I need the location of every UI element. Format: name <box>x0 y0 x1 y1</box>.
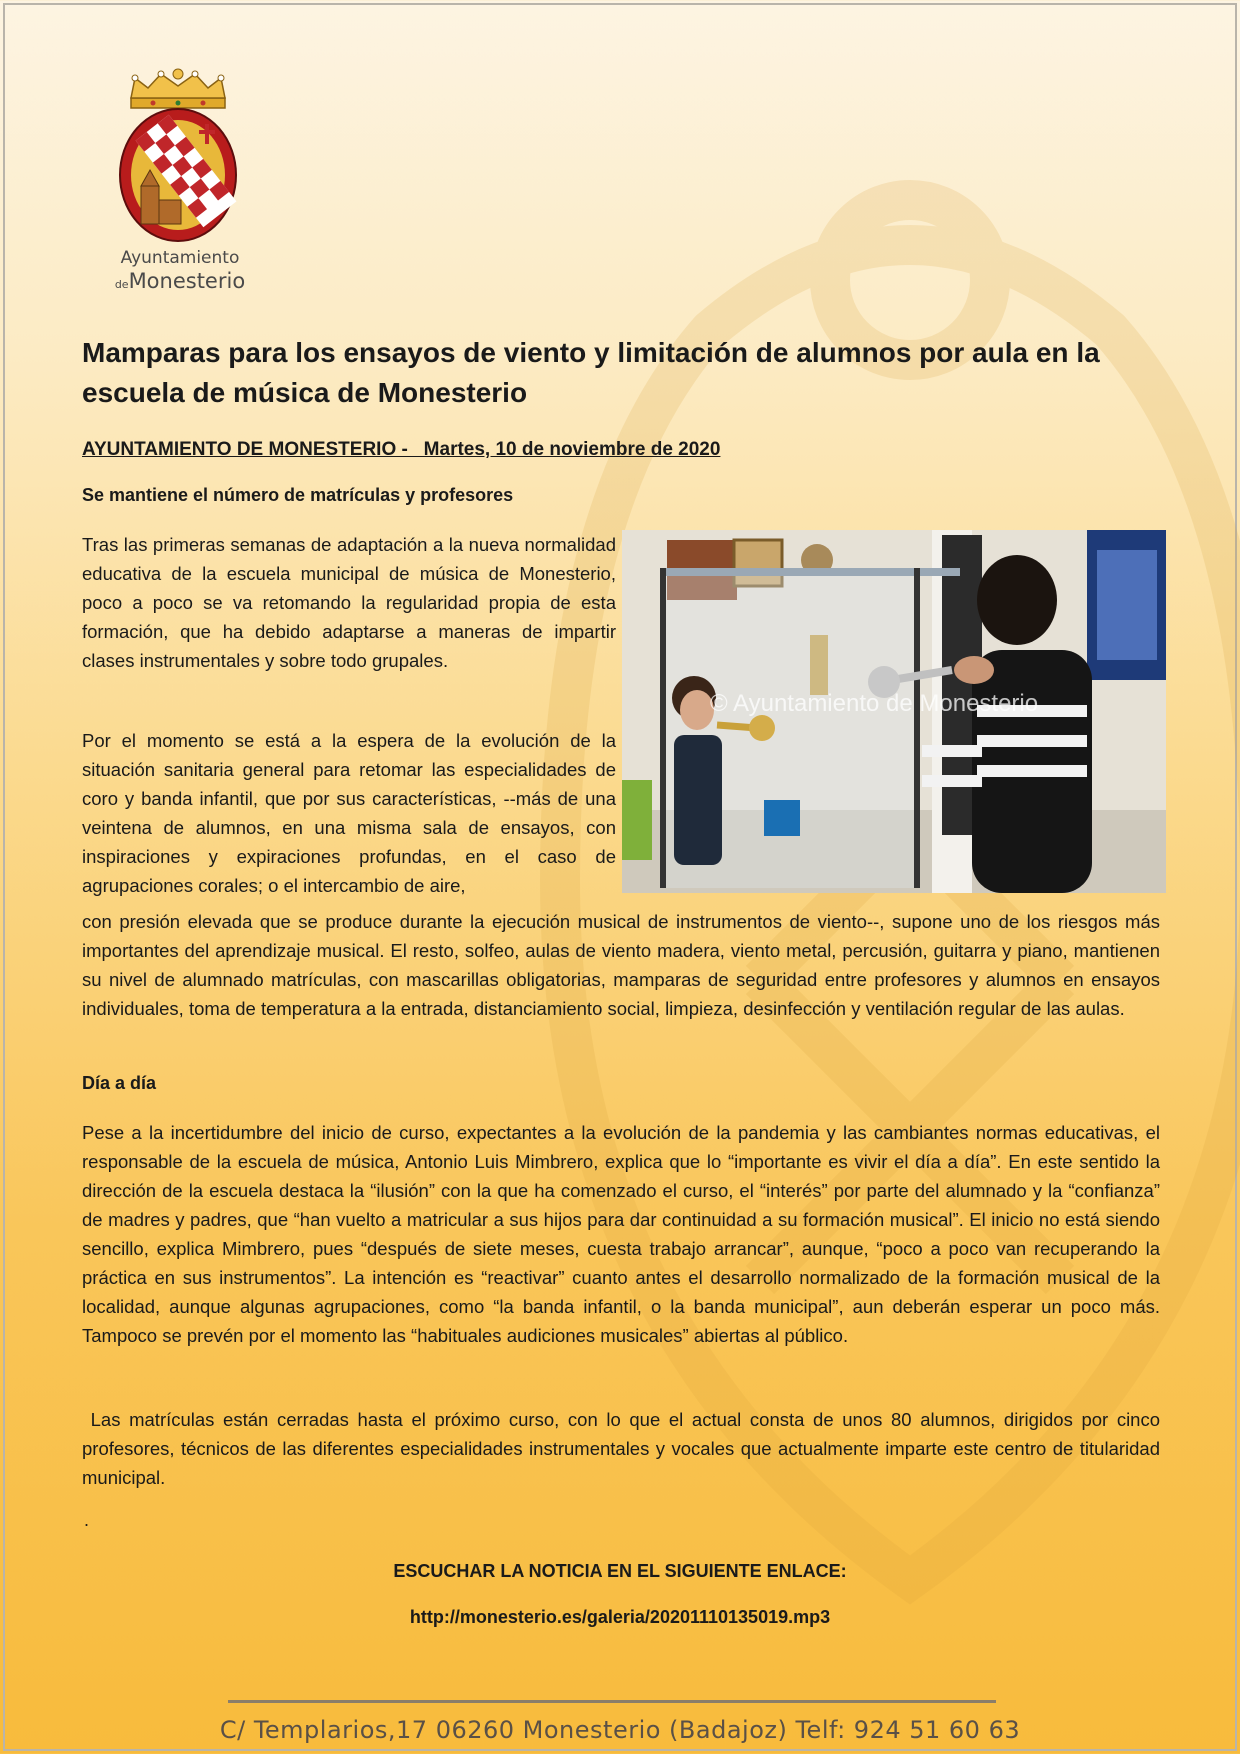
coat-of-arms-icon <box>113 68 243 243</box>
photo-watermark: © Ayuntamiento de Monesterio <box>710 690 1039 717</box>
article-byline: AYUNTAMIENTO DE MONESTERIO - Martes, 10 de noviembre de 2020 <box>82 439 721 460</box>
paragraph-3: Pese a la incertidumbre del inicio de curso, expectantes a la evolución de la pandemia y las cambiantes normas educativas, el responsable de la escuela de música, Antonio Luis Mimbrero, explica que lo “importante es vivir el día a día”. En este sentido la dirección de la escuela destaca la “ilusión” con la que ha comenzado el curso, el “interés” por parte del alumnado y la “confianza” de madres y padres, que “han vuelto a matricular a sus hijos para dar continuidad a su formación musical”. El inicio no está siendo sencillo, explica Mimbrero, pues “después de siete meses, cuesta trabajo arrancar”, aunque, “poco a poco van recuperando la práctica en sus instrumentos”. La intención es “reactivar” cuanto antes el desarrollo normalizado de la formación musical de la localidad, aunque algunas agrupaciones, como “la banda infantil, o la banda municipal”, aun deberán esperar un poco más. Tampoco se prevén por el momento las “habituales audiciones musicales” abiertas al público. <box>82 1122 1160 1346</box>
logo-line1: Ayuntamiento <box>120 248 240 268</box>
paragraph-4: Las matrículas están cerradas hasta el próximo curso, con lo que el actual consta de unos 80 alumnos, dirigidos por cinco profesores, técnicos de las diferentes especialidades instrumentales y vocales que actualmente imparte este centro de titularidad municipal. <box>82 1409 1166 1488</box>
section-heading-dia-a-dia: Día a día <box>82 1073 157 1093</box>
footer-divider <box>228 1700 996 1703</box>
paragraph-2-part-a: Por el momento se está a la espera de la evolución de la situación sanitaria general para retomar las especialidades de coro y banda infantil, que por sus características, --más de una veintena de alumnos, en una misma sala de ensayos, con inspiraciones y expiraciones profundas, en el caso de agrupaciones corales; o el intercambio de aire, <box>82 730 616 896</box>
logo-line2: Monesterio <box>128 268 246 293</box>
paragraph-1: Tras las primeras semanas de adaptación a la nueva normalidad educativa de la escuela municipal de música de Monesterio, poco a poco se va retomando la regularidad propia de esta formación, que ha debido adaptarse a maneras de impartir clases instrumentales y sobre todo grupales. <box>82 534 616 671</box>
municipality-logo <box>105 68 255 293</box>
article-photo <box>622 530 1166 893</box>
logo-line2-prefix: de <box>114 277 129 291</box>
paragraph-2-part-b: con presión elevada que se produce durante la ejecución musical de instrumentos de viento--, supone uno de los riesgos más importantes del aprendizaje musical. El resto, solfeo, aulas de viento madera, viento metal, percusión, guitarra y piano, mantienen su nivel de alumnado matrículas, con mascarillas obligatorias, mamparas de seguridad entre profesores y alumnos en ensayos individuales, toma de temperatura a la entrada, distanciamiento social, limpieza, desinfección y ventilación regular de las aulas. <box>82 911 1160 1019</box>
article-subhead: Se mantiene el número de matrículas y profesores <box>82 485 514 505</box>
footer-address: C/ Templarios,17 06260 Monesterio (Badajoz) Telf: 924 51 60 63 <box>219 1716 1021 1744</box>
article-headline: Mamparas para los ensayos de viento y limitación de alumnos por aula en la escuela de música de Monesterio <box>82 337 1100 408</box>
listen-cta-label: ESCUCHAR LA NOTICIA EN EL SIGUIENTE ENLACE: <box>393 1561 847 1581</box>
audio-link[interactable]: http://monesterio.es/galeria/20201110135019.mp3 <box>409 1607 831 1627</box>
stray-dot: . <box>84 1510 90 1530</box>
